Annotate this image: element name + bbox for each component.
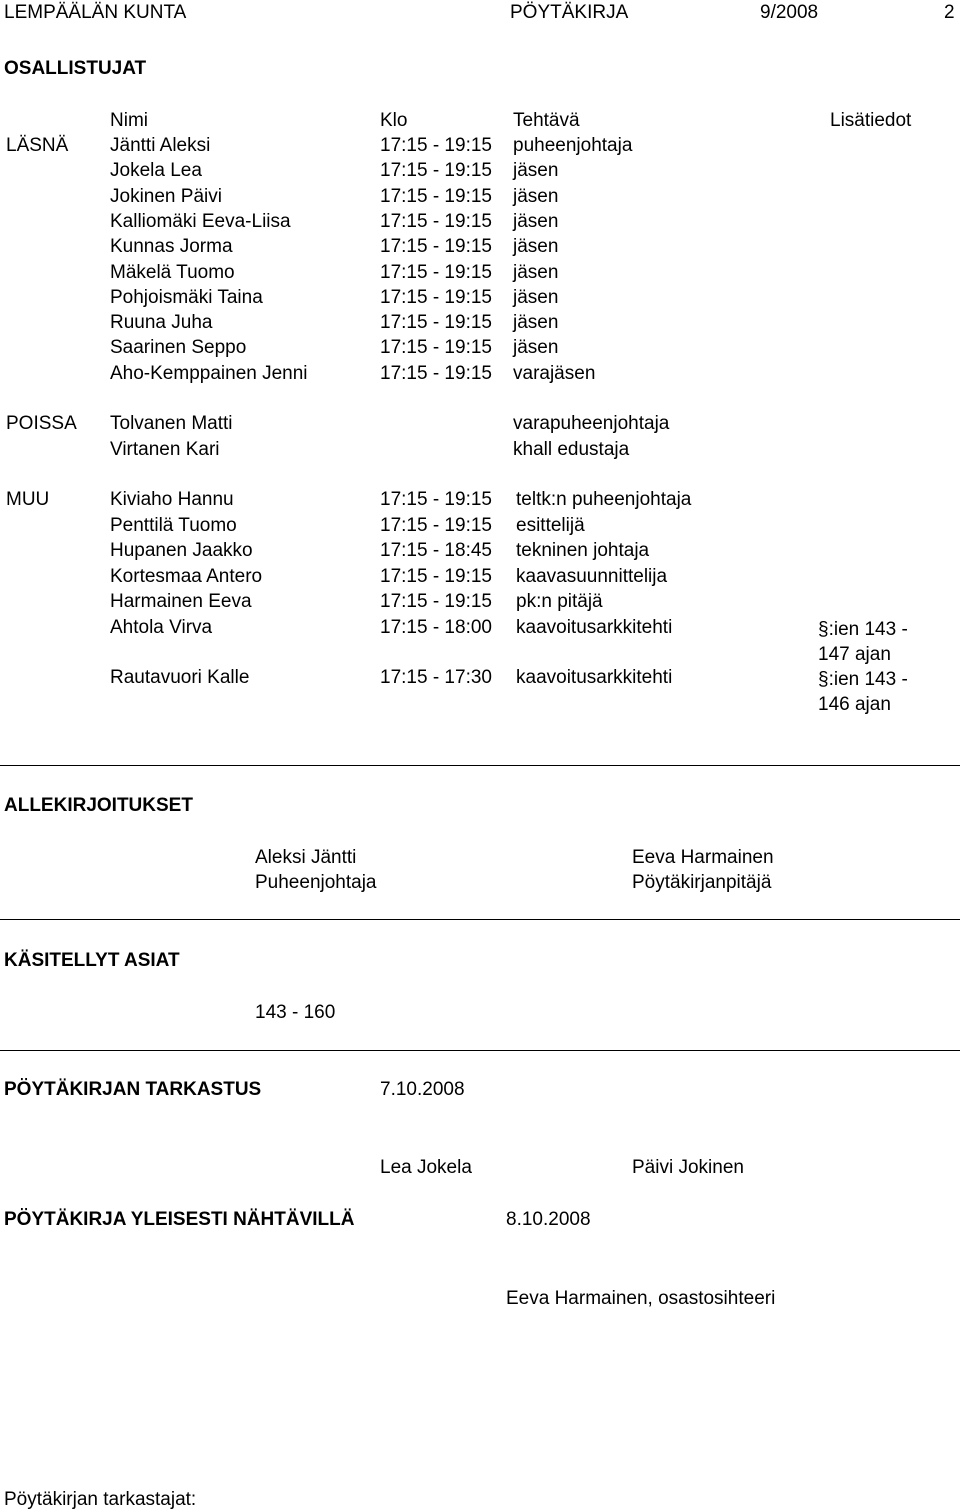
participant-role: kaavoitusarkkitehti [516, 666, 673, 688]
participant-role: teltk:n puheenjohtaja [516, 489, 692, 510]
document-number: 9/2008 [760, 2, 819, 23]
column-header-time: Klo [380, 110, 408, 131]
participants-title: OSALLISTUJAT [4, 58, 147, 79]
participant-name: Aho-Kemppainen Jenni [110, 362, 308, 384]
participant-time: 17:15 - 19:15 [380, 337, 492, 359]
participant-role: kaavoitusarkkitehti [516, 616, 673, 638]
present-label: LÄSNÄ [6, 135, 69, 156]
divider [0, 765, 960, 766]
handled-title: KÄSITELLYT ASIAT [4, 950, 180, 971]
participant-time: 17:15 - 19:15 [380, 135, 492, 156]
participant-time: 17:15 - 19:15 [380, 514, 492, 536]
participant-role: jäsen [513, 286, 559, 308]
reviewer-1: Lea Jokela [380, 1157, 472, 1178]
participant-role: jäsen [513, 236, 559, 258]
participant-time: 17:15 - 19:15 [380, 210, 492, 232]
participant-notes: §:ien 143 - 147 ajan [818, 618, 908, 665]
participant-time: 17:15 - 19:15 [380, 565, 492, 587]
participant-name: Tolvanen Matti [110, 413, 233, 434]
review-date: 7.10.2008 [380, 1079, 465, 1100]
participant-role: jäsen [513, 337, 559, 359]
participant-name: Virtanen Kari [110, 439, 220, 460]
secretary-name: Eeva Harmainen [632, 847, 774, 868]
participant-time: 17:15 - 19:15 [380, 261, 492, 283]
participant-name: Saarinen Seppo [110, 337, 247, 359]
participant-time: 17:15 - 19:15 [380, 286, 492, 308]
participant-name: Kalliomäki Eeva-Liisa [110, 210, 291, 232]
participant-name: Hupanen Jaakko [110, 540, 253, 561]
participant-name: Ahtola Virva [110, 616, 213, 638]
public-signer: Eeva Harmainen, osastosihteeri [506, 1288, 776, 1309]
public-date: 8.10.2008 [506, 1209, 591, 1230]
participant-name: Kortesmaa Antero [110, 565, 263, 587]
participant-role: puheenjohtaja [513, 135, 633, 156]
reviewer-2: Päivi Jokinen [632, 1157, 744, 1178]
participant-time: 17:15 - 19:15 [380, 591, 492, 612]
document-type: PÖYTÄKIRJA [510, 2, 629, 23]
municipality-name: LEMPÄÄLÄN KUNTA [4, 2, 187, 23]
public-title: PÖYTÄKIRJA YLEISESTI NÄHTÄVILLÄ [4, 1209, 355, 1230]
participant-role: jäsen [513, 261, 559, 283]
participant-role: jäsen [513, 185, 559, 207]
participant-time: 17:15 - 19:15 [380, 160, 492, 182]
handled-range: 143 - 160 [255, 1002, 336, 1023]
participant-name: Kunnas Jorma [110, 236, 233, 258]
participant-name: Kiviaho Hannu [110, 489, 234, 510]
participant-name: Jokela Lea [110, 160, 202, 182]
other-label: MUU [6, 489, 50, 510]
participant-role: jäsen [513, 210, 559, 232]
participant-name: Harmainen Eeva [110, 591, 252, 612]
page-number: 2 [944, 2, 955, 23]
participant-role: pk:n pitäjä [516, 591, 603, 612]
participant-role: esittelijä [516, 514, 585, 536]
secretary-title: Pöytäkirjanpitäjä [632, 872, 772, 893]
participant-time: 17:15 - 19:15 [380, 489, 492, 510]
participant-name: Rautavuori Kalle [110, 666, 250, 688]
chair-title: Puheenjohtaja [255, 872, 377, 893]
participant-time: 17:15 - 19:15 [380, 236, 492, 258]
column-header-notes: Lisätiedot [830, 110, 912, 131]
participant-time: 17:15 - 18:00 [380, 616, 492, 638]
participant-time: 17:15 - 18:45 [380, 540, 492, 561]
divider [0, 919, 960, 920]
participant-role: varapuheenjohtaja [513, 413, 670, 434]
participant-role: jäsen [513, 160, 559, 182]
absent-label: POISSA [6, 413, 77, 434]
participant-role: kaavasuunnittelija [516, 565, 668, 587]
signatures-title: ALLEKIRJOITUKSET [4, 795, 193, 816]
participant-time: 17:15 - 19:15 [380, 185, 492, 207]
column-header-name: Nimi [110, 110, 148, 131]
column-header-role: Tehtävä [513, 110, 580, 131]
participant-role: varajäsen [513, 362, 596, 384]
divider [0, 1050, 960, 1051]
participant-name: Mäkelä Tuomo [110, 261, 235, 283]
participant-time: 17:15 - 19:15 [380, 362, 492, 384]
participant-role: jäsen [513, 312, 559, 334]
review-title: PÖYTÄKIRJAN TARKASTUS [4, 1079, 262, 1100]
reviewers-label: Pöytäkirjan tarkastajat: [4, 1489, 197, 1510]
participant-name: Pohjoismäki Taina [110, 286, 263, 308]
participant-name: Ruuna Juha [110, 312, 213, 334]
participant-notes: §:ien 143 - 146 ajan [818, 668, 908, 715]
participant-name: Jäntti Aleksi [110, 135, 211, 156]
participant-name: Penttilä Tuomo [110, 514, 237, 536]
participant-role: tekninen johtaja [516, 540, 650, 561]
chair-name: Aleksi Jäntti [255, 847, 357, 868]
participant-name: Jokinen Päivi [110, 185, 222, 207]
participant-role: khall edustaja [513, 439, 630, 460]
participant-time: 17:15 - 17:30 [380, 666, 492, 688]
participant-time: 17:15 - 19:15 [380, 312, 492, 334]
